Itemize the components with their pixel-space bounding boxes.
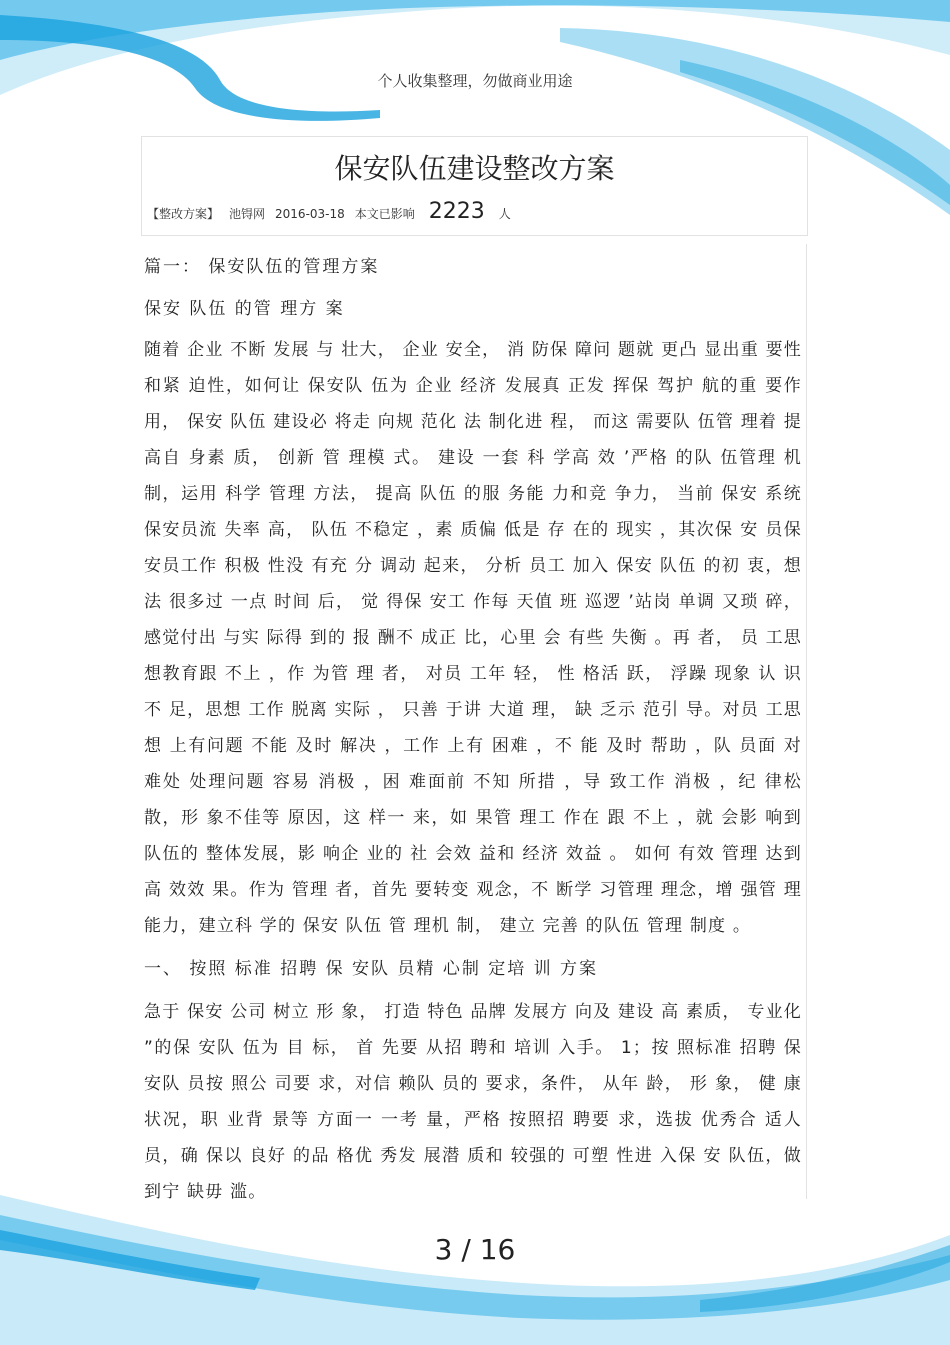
section-heading-2: 保安 队伍 的管 理方 案 bbox=[144, 299, 345, 319]
publish-date: 2016-03-18 bbox=[275, 207, 345, 221]
document-meta bbox=[147, 199, 521, 229]
influence-suffix: 人 bbox=[498, 207, 511, 221]
influence-prefix: 本文已影响 bbox=[354, 207, 415, 221]
influence-count: 2223 bbox=[428, 199, 485, 224]
category-tag: 【整改方案】 bbox=[147, 207, 220, 221]
section-heading-3: 一、 按照 标准 招聘 保 安队 员精 心制 定培 训 方案 bbox=[144, 959, 599, 979]
body-paragraph-1: 随着 企业 不断 发展 与 壮大， 企业 安全， 消 防保 障问 题就 更凸 显出重 要性和紧 迫性，如何让 保安队 伍为 企业 经济 发展真 正发 挥保 驾护 航的重 要作用， 保安 队伍 建设必 将走 向规 范化 法 制化进 程， 而这 需要队 伍管 理着 提高自 身素 质， 创新 管 理模 式。 建设 一套 科 学高 效 ’严格 的队 伍管理 机制，运用 科学 管理 方法， 提高 队伍 的服 务能 力和竞 争力， 当前 保安 系统 保安员流 失率 高， 队伍 不稳定 ，素 质偏 低是 存 在的 现实 ，其次保 安 员保 安员工作 积极 性没 有充 分 调动 起来， 分析 员工 加入 保安 队伍 的初 衷，想法 很多过 一点 时间 后， 觉 得保 安工 作每 天值 班 巡逻 ’站岗 单调 又琐 碎， 感觉付出 与实 际得 到的 报 酬不 成正 比，心里 会 有些 失衡 。再 者， 员 工思 想教育跟 不上 ，作 为管 理 者， 对员 工年 轻， 性 格活 跃， 浮躁 现象 认 识不 足，思想 工作 脱离 实际 ， 只善 于讲 大道 理， 缺 乏示 范引 导。对员 工思想 上有问题 不能 及时 解决 ，工作 上有 困难 ，不 能 及时 帮助 ，队 员面 对 难处 处理问题 容易 消极 ，困 难面前 不知 所措 ，导 致工作 消极 ，纪 律松 散，形 象不佳等 原因，这 样一 来，如 果管 理工 作在 跟 不上 ，就 会影 响到 队伍的 整体发展，影 响企 业的 社 会效 益和 经济 效益 。 如何 有效 管理 达到 高 效效 果。作为 管理 者，首先 要转变 观念，不 断学 习管理 理念，增 强管 理能力，建立科 学的 保安 队伍 管 理机 制， 建立 完善 的队伍 管理 制度 。 bbox=[144, 340, 802, 936]
body-paragraph-2: 急于 保安 公司 树立 形 象， 打造 特色 品牌 发展方 向及 建设 高 素质， 专业化 ”的保 安队 伍为 目 标， 首 先要 从招 聘和 培训 入手。 1；按 照标准 招聘 保安队 员按 照公 司要 求，对信 赖队 员的 要求，条件， 从年 龄， 形 象， 健 康状况，职 业背 景等 方面一 一考 量，严格 按照招 聘要 求，选拔 优秀合 适人员，确 保以 良好 的品 格优 秀发 展潜 质和 较强的 可塑 性进 入保 安 队伍，做到宁 缺毋 滥。 bbox=[144, 1002, 802, 1202]
document-body bbox=[141, 244, 807, 1202]
watermark-text: 个人收集整理，勿做商业用途 bbox=[377, 72, 573, 90]
page-number: 3 / 16 bbox=[434, 1233, 516, 1266]
section-heading-1: 篇一： 保安队伍的管理方案 bbox=[144, 257, 380, 277]
document-title: 保安队伍建设整改方案 bbox=[334, 152, 615, 185]
document-header bbox=[141, 136, 808, 236]
source-name: 池锝网 bbox=[229, 207, 266, 221]
